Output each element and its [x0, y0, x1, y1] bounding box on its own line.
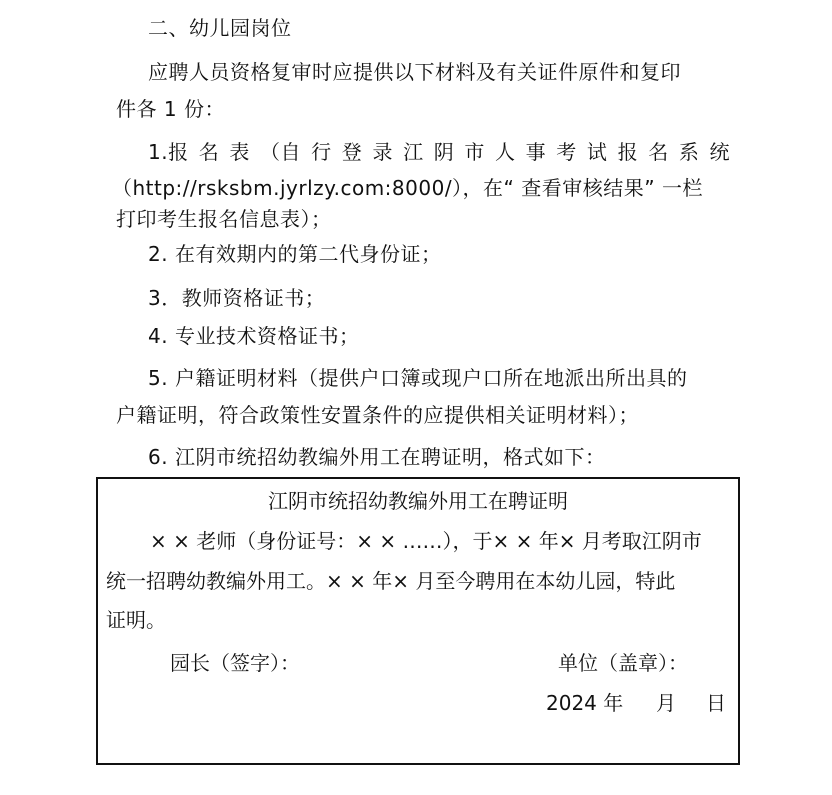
- item-1-char: 考: [556, 140, 577, 164]
- item-2: 2. 在有效期内的第二代身份证；: [148, 242, 442, 266]
- date-month: 月: [656, 691, 676, 715]
- section-title: 二、幼儿园岗位: [148, 16, 292, 40]
- item-1-char: 登: [341, 140, 363, 164]
- item-6: 6. 江阴市统招幼教编外用工在聘证明，格式如下：: [148, 445, 606, 469]
- certificate-template-box: [96, 477, 740, 765]
- item-1-char: 录: [372, 140, 393, 164]
- item-1-line-2: （http://rsksbm.jyrlzy.com:8000/），在“ 查看审核结果” 一栏: [112, 176, 703, 200]
- certificate-date: [546, 689, 726, 717]
- item-1-char: 江: [403, 140, 424, 164]
- item-1-char: 统: [709, 140, 730, 164]
- item-1-char: 报: [617, 140, 639, 164]
- item-5-line-1: 5. 户籍证明材料（提供户口簿或现户口所在地派出所出具的: [148, 366, 688, 390]
- item-1-char: 名: [198, 140, 220, 164]
- item-1-char: 名: [648, 140, 669, 164]
- principal-signature-label: 园长（签字）：: [170, 651, 300, 675]
- item-5-line-2: 户籍证明，符合政策性安置条件的应提供相关证明材料）；: [116, 403, 639, 427]
- item-4: 4. 专业技术资格证书；: [148, 324, 360, 348]
- item-1-char: 事: [525, 140, 547, 164]
- item-1-line-3: 打印考生报名信息表）；: [116, 207, 332, 231]
- certificate-line-3: 证明。: [106, 608, 166, 632]
- item-1-char: 阴: [433, 140, 455, 164]
- item-1-char: 市: [464, 140, 485, 164]
- item-1-char: 行: [311, 140, 332, 164]
- item-1-char: 1.报: [148, 140, 189, 164]
- item-1-char: （自: [260, 140, 302, 164]
- date-day: 日: [706, 691, 726, 715]
- item-1-char: 表: [229, 140, 250, 164]
- item-1-char: 系: [678, 140, 700, 164]
- certificate-line-2: 统一招聘幼教编外用工。× × 年× 月至今聘用在本幼儿园，特此: [106, 569, 676, 593]
- item-1-char: 试: [586, 140, 608, 164]
- item-1-line-1: [148, 138, 730, 166]
- intro-line-2: 件各 1 份：: [116, 97, 225, 121]
- unit-seal-label: 单位（盖章）：: [558, 651, 688, 675]
- date-year: 2024 年: [546, 691, 624, 715]
- intro-line-1: 应聘人员资格复审时应提供以下材料及有关证件原件和复印: [148, 60, 681, 84]
- item-3: 3．教师资格证书；: [148, 286, 326, 310]
- item-1-char: 人: [495, 140, 516, 164]
- certificate-line-1: × × 老师（身份证号：× × ……），于× × 年× 月考取江阴市: [150, 529, 702, 553]
- certificate-title: 江阴市统招幼教编外用工在聘证明: [268, 489, 568, 513]
